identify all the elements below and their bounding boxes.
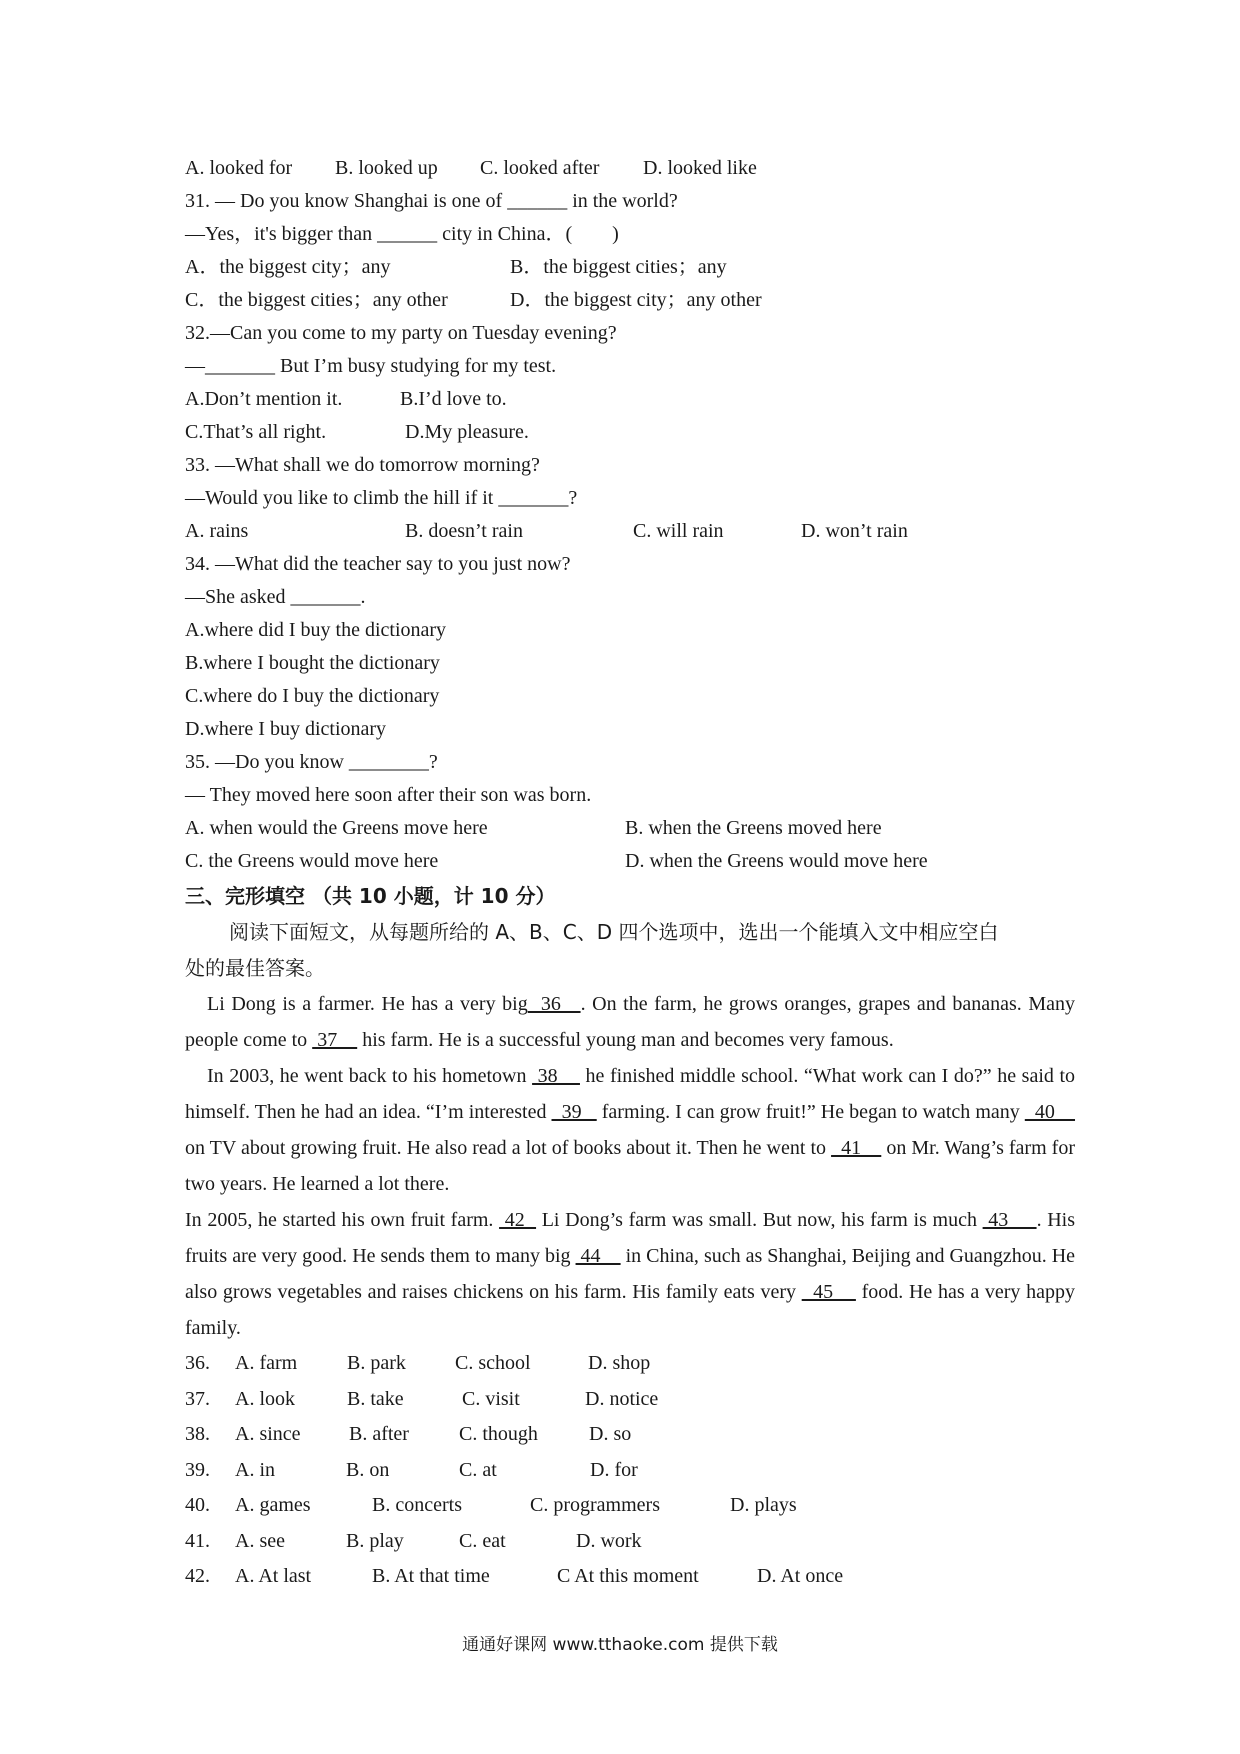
answer-row-42	[185, 1559, 1075, 1595]
option-b: B. At that time	[372, 1565, 490, 1587]
blank-37: 37	[312, 1029, 358, 1051]
q34-option-a: A.where did I buy the dictionary	[185, 619, 447, 641]
option-c: C. though	[459, 1423, 538, 1445]
option-d: D．the biggest city；any other	[510, 289, 762, 311]
option-b: B. after	[349, 1423, 409, 1445]
option-c: C. at	[459, 1458, 497, 1481]
blank-38: 38	[532, 1065, 580, 1087]
q31-question: 31. — Do you know Shanghai is one of ______ in the world?	[185, 190, 678, 212]
option-b: B. park	[347, 1352, 406, 1374]
option-a: A. rains	[185, 520, 249, 542]
q33-reply: —Would you like to climb the hill if it _______?	[185, 487, 578, 509]
option-b: B．the biggest cities；any	[510, 256, 727, 278]
option-c: C.That’s all right.	[185, 421, 327, 443]
exam-page	[185, 152, 1075, 1595]
option-a: A. see	[235, 1529, 285, 1552]
q31-options-row2	[185, 284, 1075, 317]
q34-option-b: B.where I bought the dictionary	[185, 652, 440, 674]
passage-paragraph-2: In 2003, he went back to his hometown 38 he finished middle school. “What work can I do?” he said to himself. Then he had an idea. “I’m interested 39 farming. I can grow fruit!” He began to watch many 40 on TV about growing fruit. He also read a lot of books about it. Then he went to 41 on Mr. Wang’s farm for two years. He learned a lot there.	[185, 1065, 1076, 1195]
option-b: B. play	[346, 1529, 404, 1552]
q34-option-d: D.where I buy dictionary	[185, 718, 387, 740]
option-d: D. work	[576, 1529, 642, 1552]
option-d: D. when the Greens would move here	[625, 850, 928, 872]
option-d: D. looked like	[643, 157, 757, 179]
question-number: 38.	[185, 1423, 210, 1445]
q34-question: 34. —What did the teacher say to you just now?	[185, 553, 571, 575]
q31-options-row1	[185, 251, 1075, 284]
q32-reply: —_______ But I’m busy studying for my test.	[185, 355, 557, 377]
option-a: A. At last	[235, 1565, 312, 1587]
question-number: 39.	[185, 1458, 210, 1481]
option-b: B. take	[347, 1387, 404, 1410]
option-d: D. won’t rain	[801, 520, 908, 542]
question-number: 41.	[185, 1529, 210, 1552]
option-d: D.My pleasure.	[405, 421, 529, 443]
q31-reply: —Yes，it's bigger than ______ city in China．( )	[185, 223, 619, 245]
blank-41: 41	[831, 1137, 882, 1159]
page-footer: 通通好课网 www.tthaoke.com 提供下载	[462, 1635, 778, 1655]
question-number: 36.	[185, 1352, 210, 1374]
option-a: A．the biggest city；any	[185, 256, 391, 278]
option-a: A. games	[235, 1494, 311, 1516]
passage-paragraph-1: Li Dong is a farmer. He has a very big 36 . On the farm, he grows oranges, grapes and bananas. Many people come to 37 his farm. He is a successful young man and becomes very famous.	[185, 993, 1075, 1051]
option-b: B. looked up	[335, 157, 438, 179]
option-c: C. school	[455, 1352, 531, 1374]
option-c: C At this moment	[557, 1565, 699, 1587]
question-number: 42.	[185, 1565, 210, 1587]
option-c: C. eat	[459, 1529, 506, 1552]
option-a: A. when would the Greens move here	[185, 817, 488, 839]
passage-paragraph-3: In 2005, he started his own fruit farm. 42 Li Dong’s farm was small. But now, his farm is much 43 . His fruits are very good. He sends them to many big 44 in China, such as Shanghai, Beijing and Guangzhou. He also grows vegetables and raises chickens on his farm. His family eats very 45 food. He has a very happy family.	[185, 1209, 1076, 1339]
q33-options	[185, 515, 1075, 548]
option-b: B. concerts	[372, 1494, 462, 1516]
answer-row-39	[185, 1453, 1075, 1489]
q35-options-row1	[185, 812, 1075, 845]
option-c: C. the Greens would move here	[185, 850, 439, 872]
option-d: D. plays	[730, 1494, 797, 1516]
q32-options-row2	[185, 416, 1075, 449]
blank-40: 40	[1024, 1101, 1076, 1123]
option-d: D. for	[590, 1458, 638, 1481]
option-c: C. programmers	[530, 1494, 660, 1516]
answer-row-38	[185, 1417, 1075, 1453]
option-b: B. when the Greens moved here	[625, 817, 882, 839]
section-instruction-2: 处的最佳答案。	[185, 956, 325, 980]
cloze-passage	[185, 986, 1075, 1346]
question-number: 40.	[185, 1494, 210, 1516]
q30-options	[185, 152, 1075, 185]
answer-options	[185, 1346, 1075, 1595]
answer-row-36	[185, 1346, 1075, 1382]
q35-question: 35. —Do you know ________?	[185, 751, 438, 773]
q35-options-row2	[185, 845, 1075, 878]
option-d: D. At once	[757, 1565, 844, 1587]
blank-45: 45	[801, 1281, 856, 1303]
option-b: B. doesn’t rain	[405, 520, 523, 542]
option-b: B. on	[346, 1458, 390, 1481]
section-instruction-1: 阅读下面短文，从每题所给的 A、B、C、D 四个选项中，选出一个能填入文中相应空白	[229, 920, 999, 944]
answer-row-40	[185, 1488, 1075, 1524]
q34-reply: —She asked _______.	[185, 586, 366, 608]
option-d: D. so	[589, 1423, 632, 1445]
blank-39: 39	[551, 1101, 597, 1123]
q32-options-row1	[185, 383, 1075, 416]
option-a: A. looked for	[185, 157, 293, 179]
blank-36: 36	[527, 993, 581, 1015]
blank-42: 42	[499, 1209, 537, 1231]
option-a: A. look	[235, 1387, 295, 1410]
option-a: A. farm	[235, 1352, 298, 1374]
option-c: C. will rain	[633, 520, 724, 542]
q35-reply: — They moved here soon after their son was born.	[185, 784, 592, 806]
option-d: D. notice	[585, 1387, 659, 1410]
blank-43: 43	[982, 1209, 1037, 1231]
q33-question: 33. —What shall we do tomorrow morning?	[185, 454, 540, 476]
question-number: 37.	[185, 1387, 210, 1410]
q34-option-c: C.where do I buy the dictionary	[185, 685, 440, 707]
section-heading: 三、完形填空 （共 10 小题，计 10 分）	[185, 884, 556, 908]
option-d: D. shop	[588, 1352, 651, 1374]
option-c: C．the biggest cities；any other	[185, 289, 448, 311]
option-c: C. looked after	[480, 157, 600, 179]
option-b: B.I’d love to.	[400, 388, 507, 410]
q32-question: 32.—Can you come to my party on Tuesday evening?	[185, 322, 617, 344]
option-a: A.Don’t mention it.	[185, 388, 343, 410]
blank-44: 44	[575, 1245, 621, 1267]
option-a: A. in	[235, 1458, 275, 1481]
option-a: A. since	[235, 1423, 301, 1445]
answer-row-41	[185, 1524, 1075, 1560]
answer-row-37	[185, 1382, 1075, 1418]
option-c: C. visit	[462, 1387, 520, 1410]
